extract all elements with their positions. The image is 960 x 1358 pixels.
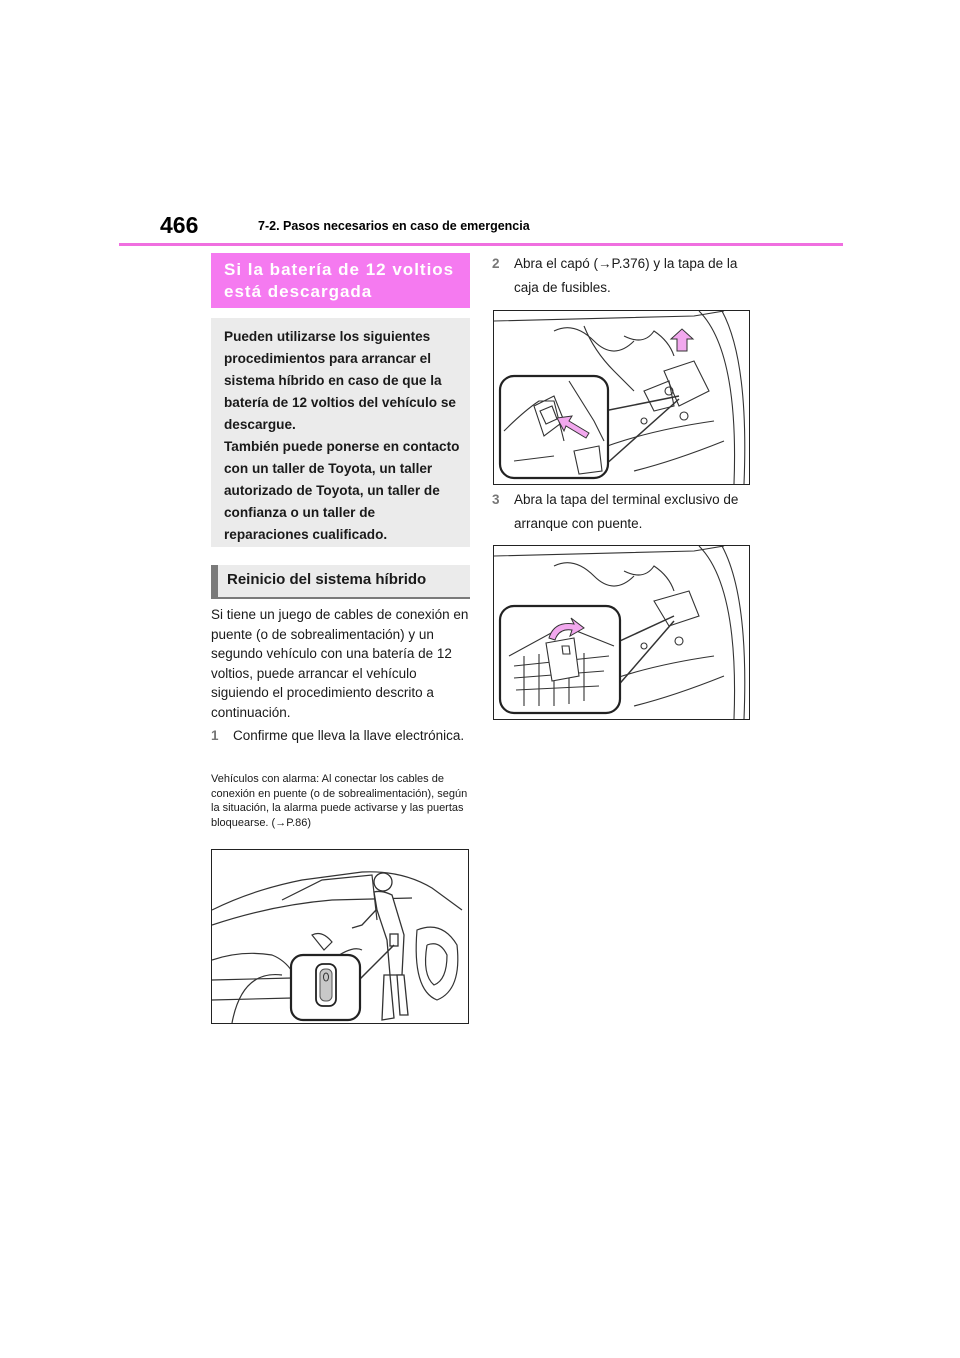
step-3 — [492, 488, 750, 536]
step-number: 1 — [211, 728, 219, 743]
step-text: Confirme que lleva la llave electrónica. — [233, 728, 465, 743]
step-number: 2 — [492, 256, 500, 271]
page-number: 466 — [160, 212, 199, 238]
section-title: 7-2. Pasos necesarios en caso de emergencia — [258, 219, 530, 233]
figure-person-with-key — [211, 849, 469, 1024]
figure-engine-fuse-box — [493, 310, 750, 485]
step-number: 3 — [492, 492, 500, 507]
alarm-note: Vehículos con alarma: Al conectar los cables de conexión en puente (o de sobrealimentación), según la situación, la alarma puede activarse y las puertas bloquearse. (→P.86) — [211, 773, 468, 829]
intro-panel — [211, 318, 470, 547]
header-rule — [119, 243, 843, 246]
subheading: Reinicio del sistema híbrido — [211, 565, 470, 597]
figure-jump-terminal — [493, 545, 750, 720]
body-paragraph: Si tiene un juego de cables de conexión en puente (o de sobrealimentación) y un segundo vehículo con una batería de 12 voltios, puede arrancar el vehículo siguiendo el procedimiento descrito a continuación. — [211, 607, 469, 720]
intro-paragraph-1: Pueden utilizarse los siguientes procedimientos para arrancar el sistema híbrido en caso de que la batería de 12 voltios del vehículo se descargue. — [224, 329, 456, 432]
banner-title: Si la batería de 12 voltios está descargada — [211, 253, 470, 308]
step-1 — [211, 724, 473, 748]
step-text: Abra el capó (→P.376) y la tapa de la caja de fusibles. — [514, 256, 738, 295]
subheading-underline — [211, 597, 470, 599]
step-2 — [492, 252, 750, 300]
step-text: Abra la tapa del terminal exclusivo de arranque con puente. — [514, 492, 739, 531]
intro-paragraph-2: También puede ponerse en contacto con un taller de Toyota, un taller autorizado de Toyota, un taller de confianza o un taller de reparaciones cualificado. — [224, 439, 460, 542]
